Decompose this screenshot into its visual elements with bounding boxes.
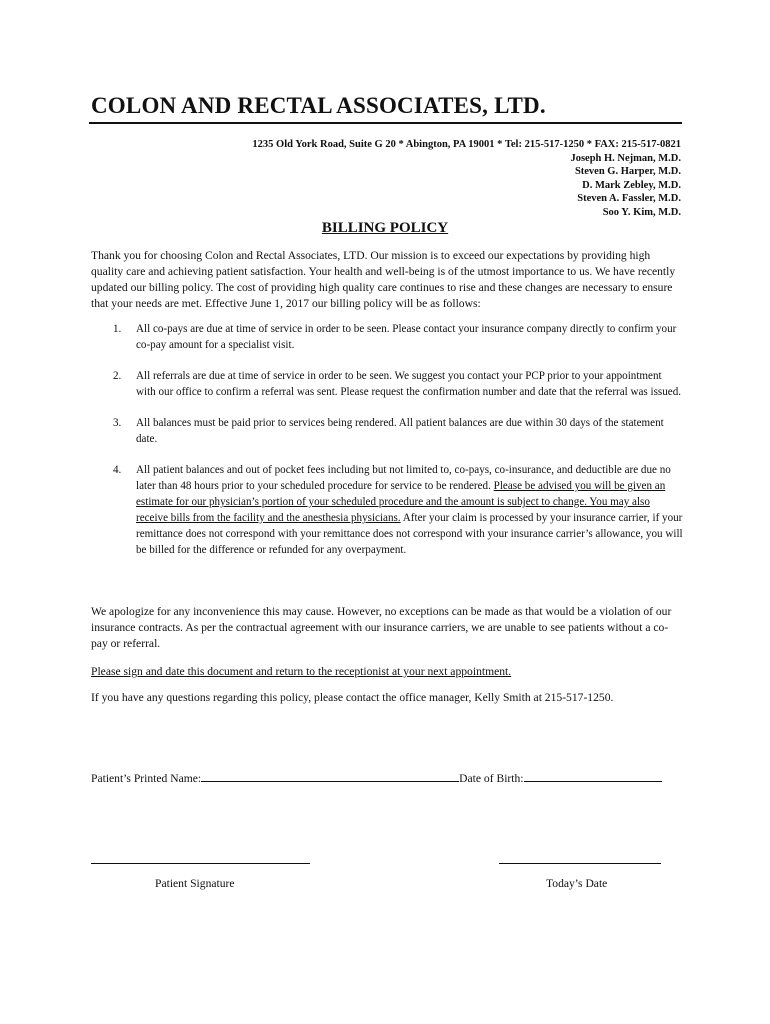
apology-paragraph: We apologize for any inconvenience this may cause. However, no exceptions can be made as that would be a violation of our insurance contracts. As per the contractual agreement with our insurance carriers, we are unable to see patients without a co-pay or referral. — [91, 605, 672, 650]
printed-name-label: Patient’s Printed Name: — [91, 772, 202, 785]
policy-list — [91, 321, 683, 573]
physician-name: Steven G. Harper, M.D. — [574, 166, 681, 178]
physician-name: Soo Y. Kim, M.D. — [602, 206, 681, 218]
patient-info-row — [91, 769, 662, 785]
policy-item — [91, 321, 683, 353]
policy-item-underlined-notice: Please be advised you will be given an estimate for our physician’s portion of your scheduled procedure and the amount is subject to change. You may also receive bills from the facility and the anesthesia physicians. — [136, 480, 666, 524]
dob-label: Date of Birth: — [459, 772, 524, 785]
intro-paragraph: Thank you for choosing Colon and Rectal Associates, LTD. Our mission is to exceed our expectations by providing high quality care and achieving patient satisfaction. Your health and well-being is of the utmost importance to us. We have recently updated our billing policy. The cost of providing high quality care continues to rise and these changes are necessary to ensure that your needs are met. Effective June 1, 2017 our billing policy will be as follows: — [91, 249, 676, 310]
document-heading — [0, 220, 770, 237]
practice-title: COLON AND RECTAL ASSOCIATES, LTD. — [91, 93, 546, 118]
policy-item-text: All balances must be paid prior to services being rendered. All patient balances are due within 30 days of the statement date. — [136, 417, 664, 445]
policy-item — [91, 415, 683, 447]
policy-item — [91, 368, 683, 400]
signature-caption: Patient Signature — [155, 877, 235, 890]
policy-item-number: 1. — [113, 323, 122, 335]
physician-name: D. Mark Zebley, M.D. — [582, 179, 681, 191]
date-caption: Today’s Date — [546, 877, 608, 890]
policy-item-text: All co-pays are due at time of service in order to be seen. Please contact your insurance company directly to confirm your co-pay amount for a specialist visit. — [136, 323, 677, 351]
practice-address: 1235 Old York Road, Suite G 20 * Abington, PA 19001 * Tel: 215-517-1250 * FAX: 215-517-0821 — [252, 139, 681, 150]
policy-item-number: 3. — [113, 417, 122, 429]
title-rule — [89, 122, 682, 124]
policy-item-text: All patient balances and out of pocket fees including but not limited to, co-pays, co-insurance, and deductible are due no later than 48 hours prior to your scheduled procedure for service to be rendered. — [136, 464, 671, 492]
sign-instruction: Please sign and date this document and return to the receptionist at your next appointment. — [91, 665, 512, 678]
physician-name: Joseph H. Nejman, M.D. — [570, 152, 681, 164]
policy-item-number: 4. — [113, 464, 122, 476]
policy-item — [91, 462, 683, 558]
printed-name-field[interactable] — [201, 769, 459, 782]
heading-text: BILLING POLICY — [321, 220, 449, 236]
dob-field[interactable] — [524, 769, 662, 782]
questions-paragraph: If you have any questions regarding this policy, please contact the office manager, Kelly Smith at 215-517-1250. — [91, 691, 614, 704]
physician-name: Steven A. Fassler, M.D. — [577, 193, 681, 205]
policy-item-text: All referrals are due at time of service in order to be seen. We suggest you contact your PCP prior to your appointment with our office to confirm a referral was sent. Please request the confirmation number and date that the referral was issued. — [136, 370, 682, 398]
policy-item-text: After your claim is processed by your insurance carrier, if your remittance does not correspond with your remittance does not correspond with your insurance carrier’s allowance, you will be billed for the difference or refunded for any overpayment. — [136, 512, 683, 556]
policy-item-number: 2. — [113, 370, 122, 382]
date-line[interactable] — [499, 863, 661, 864]
signature-line[interactable] — [91, 863, 310, 864]
letterhead-address-block — [252, 138, 681, 220]
